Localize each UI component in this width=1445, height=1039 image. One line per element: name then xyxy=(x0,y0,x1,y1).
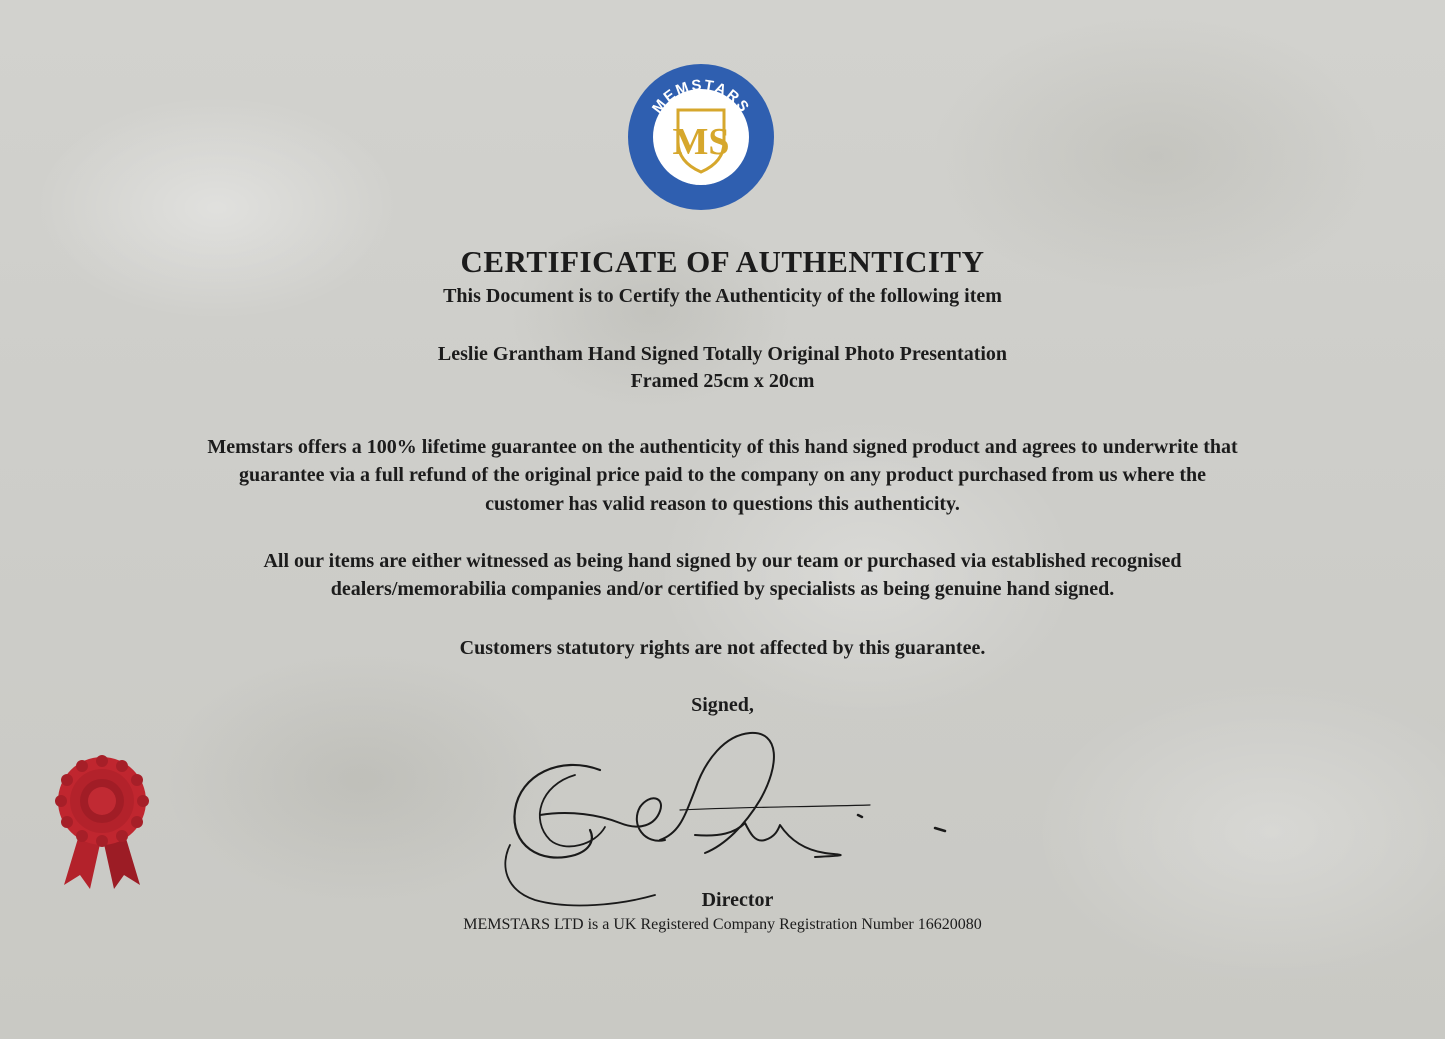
logo-monogram: MS xyxy=(672,121,730,163)
red-rosette-icon xyxy=(52,755,152,895)
guarantee-line-1: Memstars offers a 100% lifetime guarantee on the authenticity of this hand signed product and agrees to underwrite that xyxy=(207,436,1238,458)
director-signature xyxy=(480,715,960,915)
item-description-line-2: Framed 25cm x 20cm xyxy=(630,370,815,392)
logo-brand-text: MEMSTARS xyxy=(648,76,754,117)
memstars-logo-icon xyxy=(626,62,776,212)
certificate-title: CERTIFICATE OF AUTHENTICITY xyxy=(460,244,985,279)
certificate-subtitle: This Document is to Certify the Authenticity of the following item xyxy=(443,285,1002,307)
statutory-rights-note: Customers statutory rights are not affected by this guarantee. xyxy=(459,637,986,659)
witness-line-1: All our items are either witnessed as being hand signed by our team or purchased via established recognised xyxy=(263,550,1182,572)
company-registration-note: MEMSTARS LTD is a UK Registered Company Registration Number 16620080 xyxy=(463,916,982,933)
signature-icon xyxy=(480,715,960,915)
red-seal xyxy=(52,755,152,895)
guarantee-line-2: guarantee via a full refund of the original price paid to the company on any product purchased from us where the xyxy=(238,464,1207,486)
item-description-line-1: Leslie Grantham Hand Signed Totally Original Photo Presentation xyxy=(437,343,1008,365)
director-label: Director xyxy=(701,889,774,911)
guarantee-line-3: customer has valid reason to questions this authenticity. xyxy=(485,493,960,515)
witness-line-2: dealers/memorabilia companies and/or certified by specialists as being genuine hand signed. xyxy=(330,578,1115,600)
logo-website-text: WWW.MEMSTARS.COM xyxy=(663,163,739,188)
signed-label: Signed, xyxy=(691,694,754,716)
memstars-logo xyxy=(626,62,776,212)
